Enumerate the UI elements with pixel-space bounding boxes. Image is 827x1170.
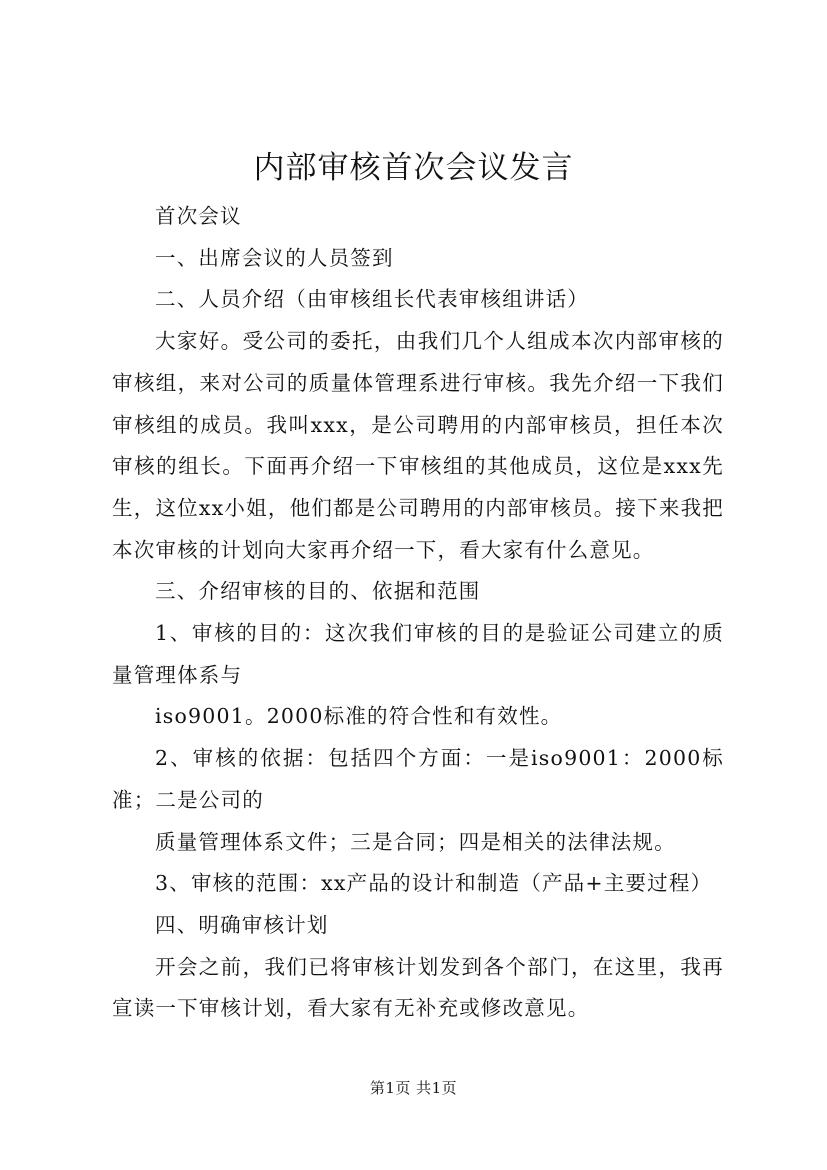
paragraph-audit-purpose-cont: iso9001。2000标准的符合性和有效性。: [155, 704, 563, 729]
paragraph-audit-purpose: 1、审核的目的：这次我们审核的目的是验证公司建立的质量管理体系与: [112, 621, 724, 687]
paragraph-audit-scope: 3、审核的范围：xx产品的设计和制造（产品+主要过程）: [155, 871, 713, 896]
paragraph-section-3: 三、介绍审核的目的、依据和范围: [155, 579, 481, 604]
page-number: 第1页 共1页: [369, 1079, 458, 1097]
paragraph-section-1: 一、出席会议的人员签到: [155, 245, 394, 270]
paragraph-first-meeting: 首次会议: [155, 204, 242, 228]
paragraph-audit-basis: 2、审核的依据：包括四个方面：一是iso9001：2000标准；二是公司的: [112, 746, 724, 812]
document-body: [112, 196, 724, 1030]
paragraph-audit-plan: 开会之前，我们已将审核计划发到各个部门，在这里，我再宣读一下审核计划，看大家有无补充或修改意见。: [112, 954, 724, 1021]
paragraph-audit-basis-cont: 质量管理体系文件；三是合同；四是相关的法律法规。: [155, 829, 676, 854]
document-title: 内部审核首次会议发言: [253, 150, 574, 186]
paragraph-section-4: 四、明确审核计划: [155, 912, 329, 937]
paragraph-introduction: 大家好。受公司的委托，由我们几个人组成本次内部审核的审核组，来对公司的质量体管理系进行审核。我先介绍一下我们审核组的成员。我叫xxx，是公司聘用的内部审核员，担任本次审核的组长。下面再介绍一下审核组的其他成员，这位是xxx先生，这位xx小姐，他们都是公司聘用的内部审核员。接下来我把本次审核的计划向大家再介绍一下，看大家有什么意见。: [112, 329, 724, 562]
paragraph-section-2: 二、人员介绍（由审核组长代表审核组讲话）: [155, 287, 589, 312]
